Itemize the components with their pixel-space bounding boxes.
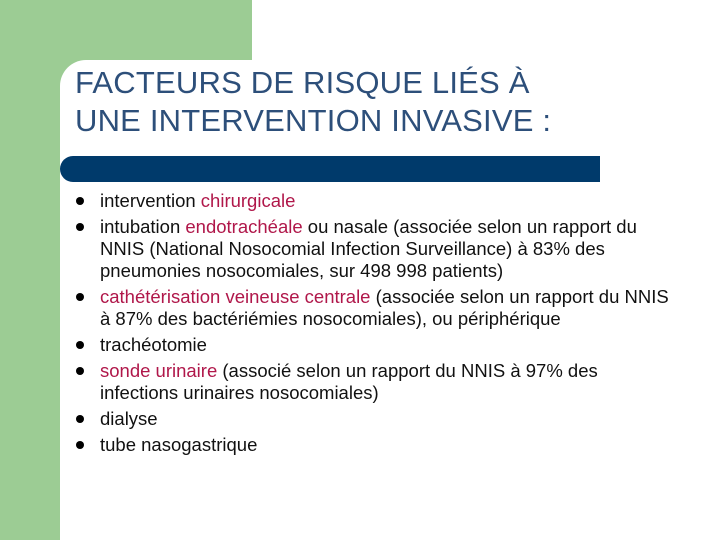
bullet-icon — [76, 441, 84, 449]
bullet-icon — [76, 223, 84, 231]
item-highlight: endotrachéale — [185, 216, 303, 237]
title-line-2: UNE INTERVENTION INVASIVE : — [75, 103, 552, 138]
list-item — [76, 408, 676, 430]
list-item — [76, 286, 676, 330]
item-text: intervention — [100, 190, 201, 211]
bullet-icon — [76, 415, 84, 423]
bullet-icon — [76, 341, 84, 349]
item-text: trachéotomie — [100, 334, 207, 355]
list-item — [76, 334, 676, 356]
bullet-icon — [76, 367, 84, 375]
item-text: (associée selon un rapport du NNIS à 87% des bactériémies nosocomiales), ou périphérique — [100, 286, 669, 329]
item-highlight: sonde urinaire — [100, 360, 218, 381]
list-item — [76, 216, 676, 282]
item-text: dialyse — [100, 408, 158, 429]
list-item — [76, 190, 676, 212]
slide-title — [75, 64, 695, 140]
list-item — [76, 360, 676, 404]
item-text: intubation — [100, 216, 186, 237]
item-text: ou nasale (associée selon un rapport du NNIS (National Nosocomial Infection Surveillance) à 83% des pneumonies nosocomiales, sur 498 998 patients) — [100, 216, 637, 281]
bullet-icon — [76, 197, 84, 205]
title-line-1: FACTEURS DE RISQUE LIÉS À — [75, 65, 530, 100]
item-highlight: cathétérisation veineuse centrale — [100, 286, 371, 307]
item-text: tube nasogastrique — [100, 434, 258, 455]
title-divider-bar — [60, 156, 600, 182]
item-text: (associé selon un rapport du NNIS à 97% des infections urinaires nosocomiales) — [100, 360, 598, 403]
bullet-icon — [76, 293, 84, 301]
risk-factor-list — [76, 190, 676, 460]
list-item — [76, 434, 676, 456]
item-highlight: chirurgicale — [200, 190, 296, 211]
